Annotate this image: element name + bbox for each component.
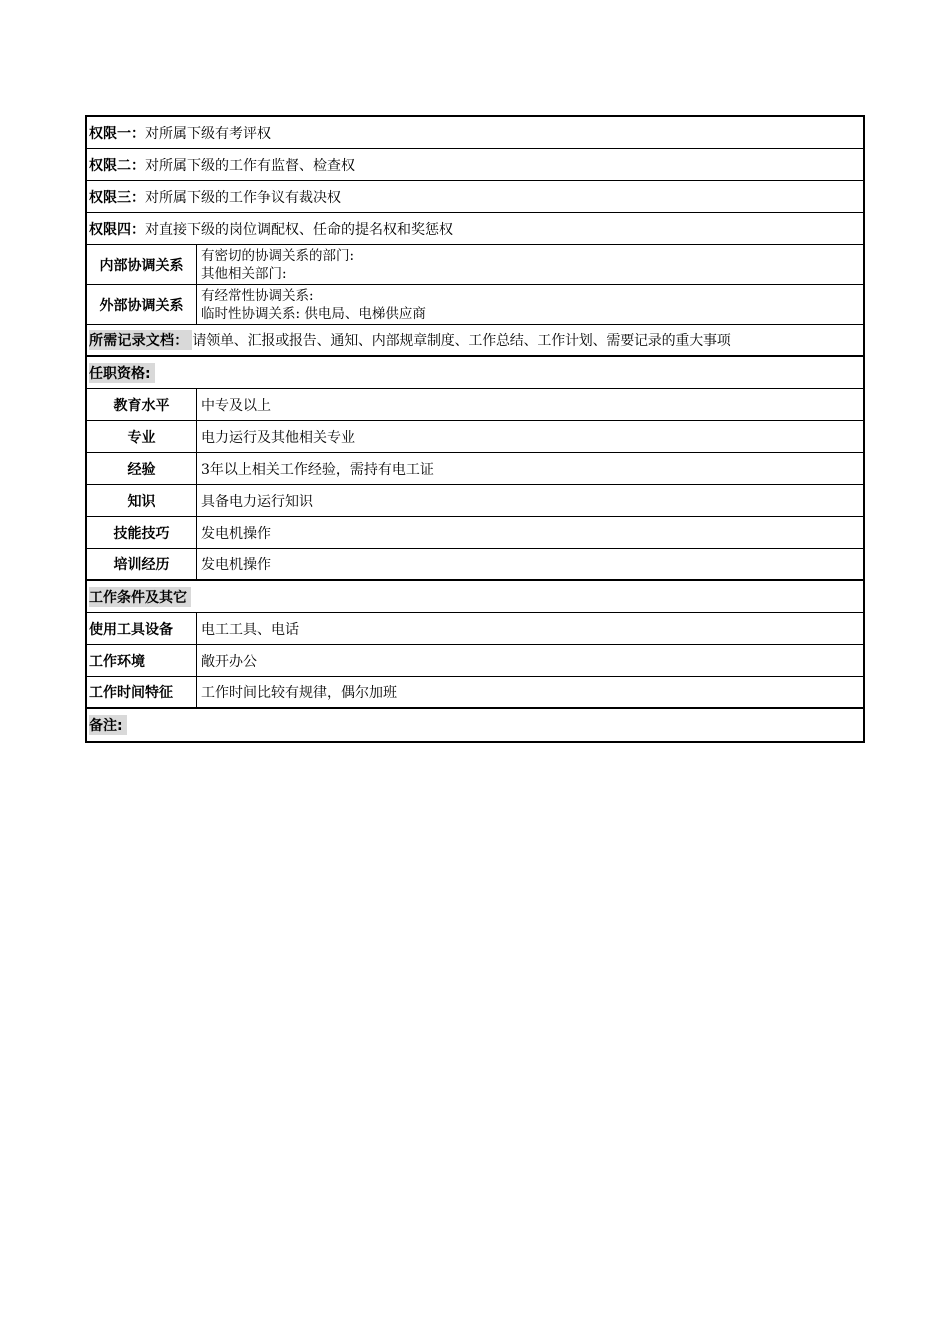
authority-label: 权限二： bbox=[89, 157, 145, 174]
authority-row-3 bbox=[87, 181, 863, 213]
qualification-value: 3年以上相关工作经验，需持有电工证 bbox=[201, 461, 434, 478]
conditions-row bbox=[87, 645, 863, 677]
qualification-label: 知识 bbox=[87, 485, 197, 516]
external-coordination-line: 临时性协调关系: 供电局、电梯供应商 bbox=[201, 305, 426, 322]
conditions-heading-row bbox=[87, 581, 863, 613]
qualification-row bbox=[87, 485, 863, 517]
authority-text: 对直接下级的岗位调配权、任命的提名权和奖惩权 bbox=[145, 221, 453, 238]
qualification-label: 专业 bbox=[87, 421, 197, 452]
qualification-value: 发电机操作 bbox=[201, 525, 271, 542]
job-description-table bbox=[85, 115, 865, 743]
conditions-label: 工作环境 bbox=[87, 645, 197, 676]
external-coordination-line: 有经常性协调关系: bbox=[201, 287, 314, 304]
internal-coordination-line: 有密切的协调关系的部门: bbox=[201, 247, 355, 264]
conditions-heading: 工作条件及其它 bbox=[89, 587, 191, 607]
internal-coordination-line: 其他相关部门: bbox=[201, 265, 287, 282]
conditions-row bbox=[87, 677, 863, 709]
authority-text: 对所属下级的工作有监督、检查权 bbox=[145, 157, 355, 174]
internal-coordination-label: 内部协调关系 bbox=[87, 245, 197, 284]
authority-text: 对所属下级有考评权 bbox=[145, 125, 271, 142]
qualification-label: 经验 bbox=[87, 453, 197, 484]
authority-label: 权限一： bbox=[89, 125, 145, 142]
qualification-value: 发电机操作 bbox=[201, 557, 271, 573]
qualification-label: 技能技巧 bbox=[87, 517, 197, 548]
authority-row-4 bbox=[87, 213, 863, 245]
records-label: 所需记录文档： bbox=[89, 330, 192, 350]
conditions-value: 工作时间比较有规律，偶尔加班 bbox=[201, 685, 397, 701]
authority-label: 权限三： bbox=[89, 189, 145, 206]
qualification-heading: 任职资格: bbox=[89, 363, 155, 383]
conditions-row bbox=[87, 613, 863, 645]
external-coordination-row bbox=[87, 285, 863, 325]
notes-label: 备注: bbox=[89, 715, 127, 735]
qualification-value: 电力运行及其他相关专业 bbox=[201, 429, 355, 446]
qualification-row bbox=[87, 453, 863, 485]
qualification-row bbox=[87, 421, 863, 453]
qualification-heading-row bbox=[87, 357, 863, 389]
qualification-value: 具备电力运行知识 bbox=[201, 493, 313, 510]
authority-label: 权限四： bbox=[89, 221, 145, 238]
records-row bbox=[87, 325, 863, 357]
conditions-label: 工作时间特征 bbox=[87, 677, 197, 707]
conditions-label: 使用工具设备 bbox=[87, 613, 197, 644]
internal-coordination-row bbox=[87, 245, 863, 285]
notes-row bbox=[87, 709, 863, 741]
conditions-value: 电工工具、电话 bbox=[201, 621, 299, 638]
qualification-row bbox=[87, 389, 863, 421]
authority-text: 对所属下级的工作争议有裁决权 bbox=[145, 189, 341, 206]
external-coordination-label: 外部协调关系 bbox=[87, 285, 197, 324]
authority-row-2 bbox=[87, 149, 863, 181]
qualification-label: 培训经历 bbox=[87, 549, 197, 579]
qualification-label: 教育水平 bbox=[87, 389, 197, 420]
conditions-value: 敞开办公 bbox=[201, 653, 257, 670]
qualification-row bbox=[87, 549, 863, 581]
qualification-value: 中专及以上 bbox=[201, 397, 271, 414]
authority-row-1 bbox=[87, 117, 863, 149]
qualification-row bbox=[87, 517, 863, 549]
records-text: 请领单、汇报或报告、通知、内部规章制度、工作总结、工作计划、需要记录的重大事项 bbox=[192, 333, 731, 349]
